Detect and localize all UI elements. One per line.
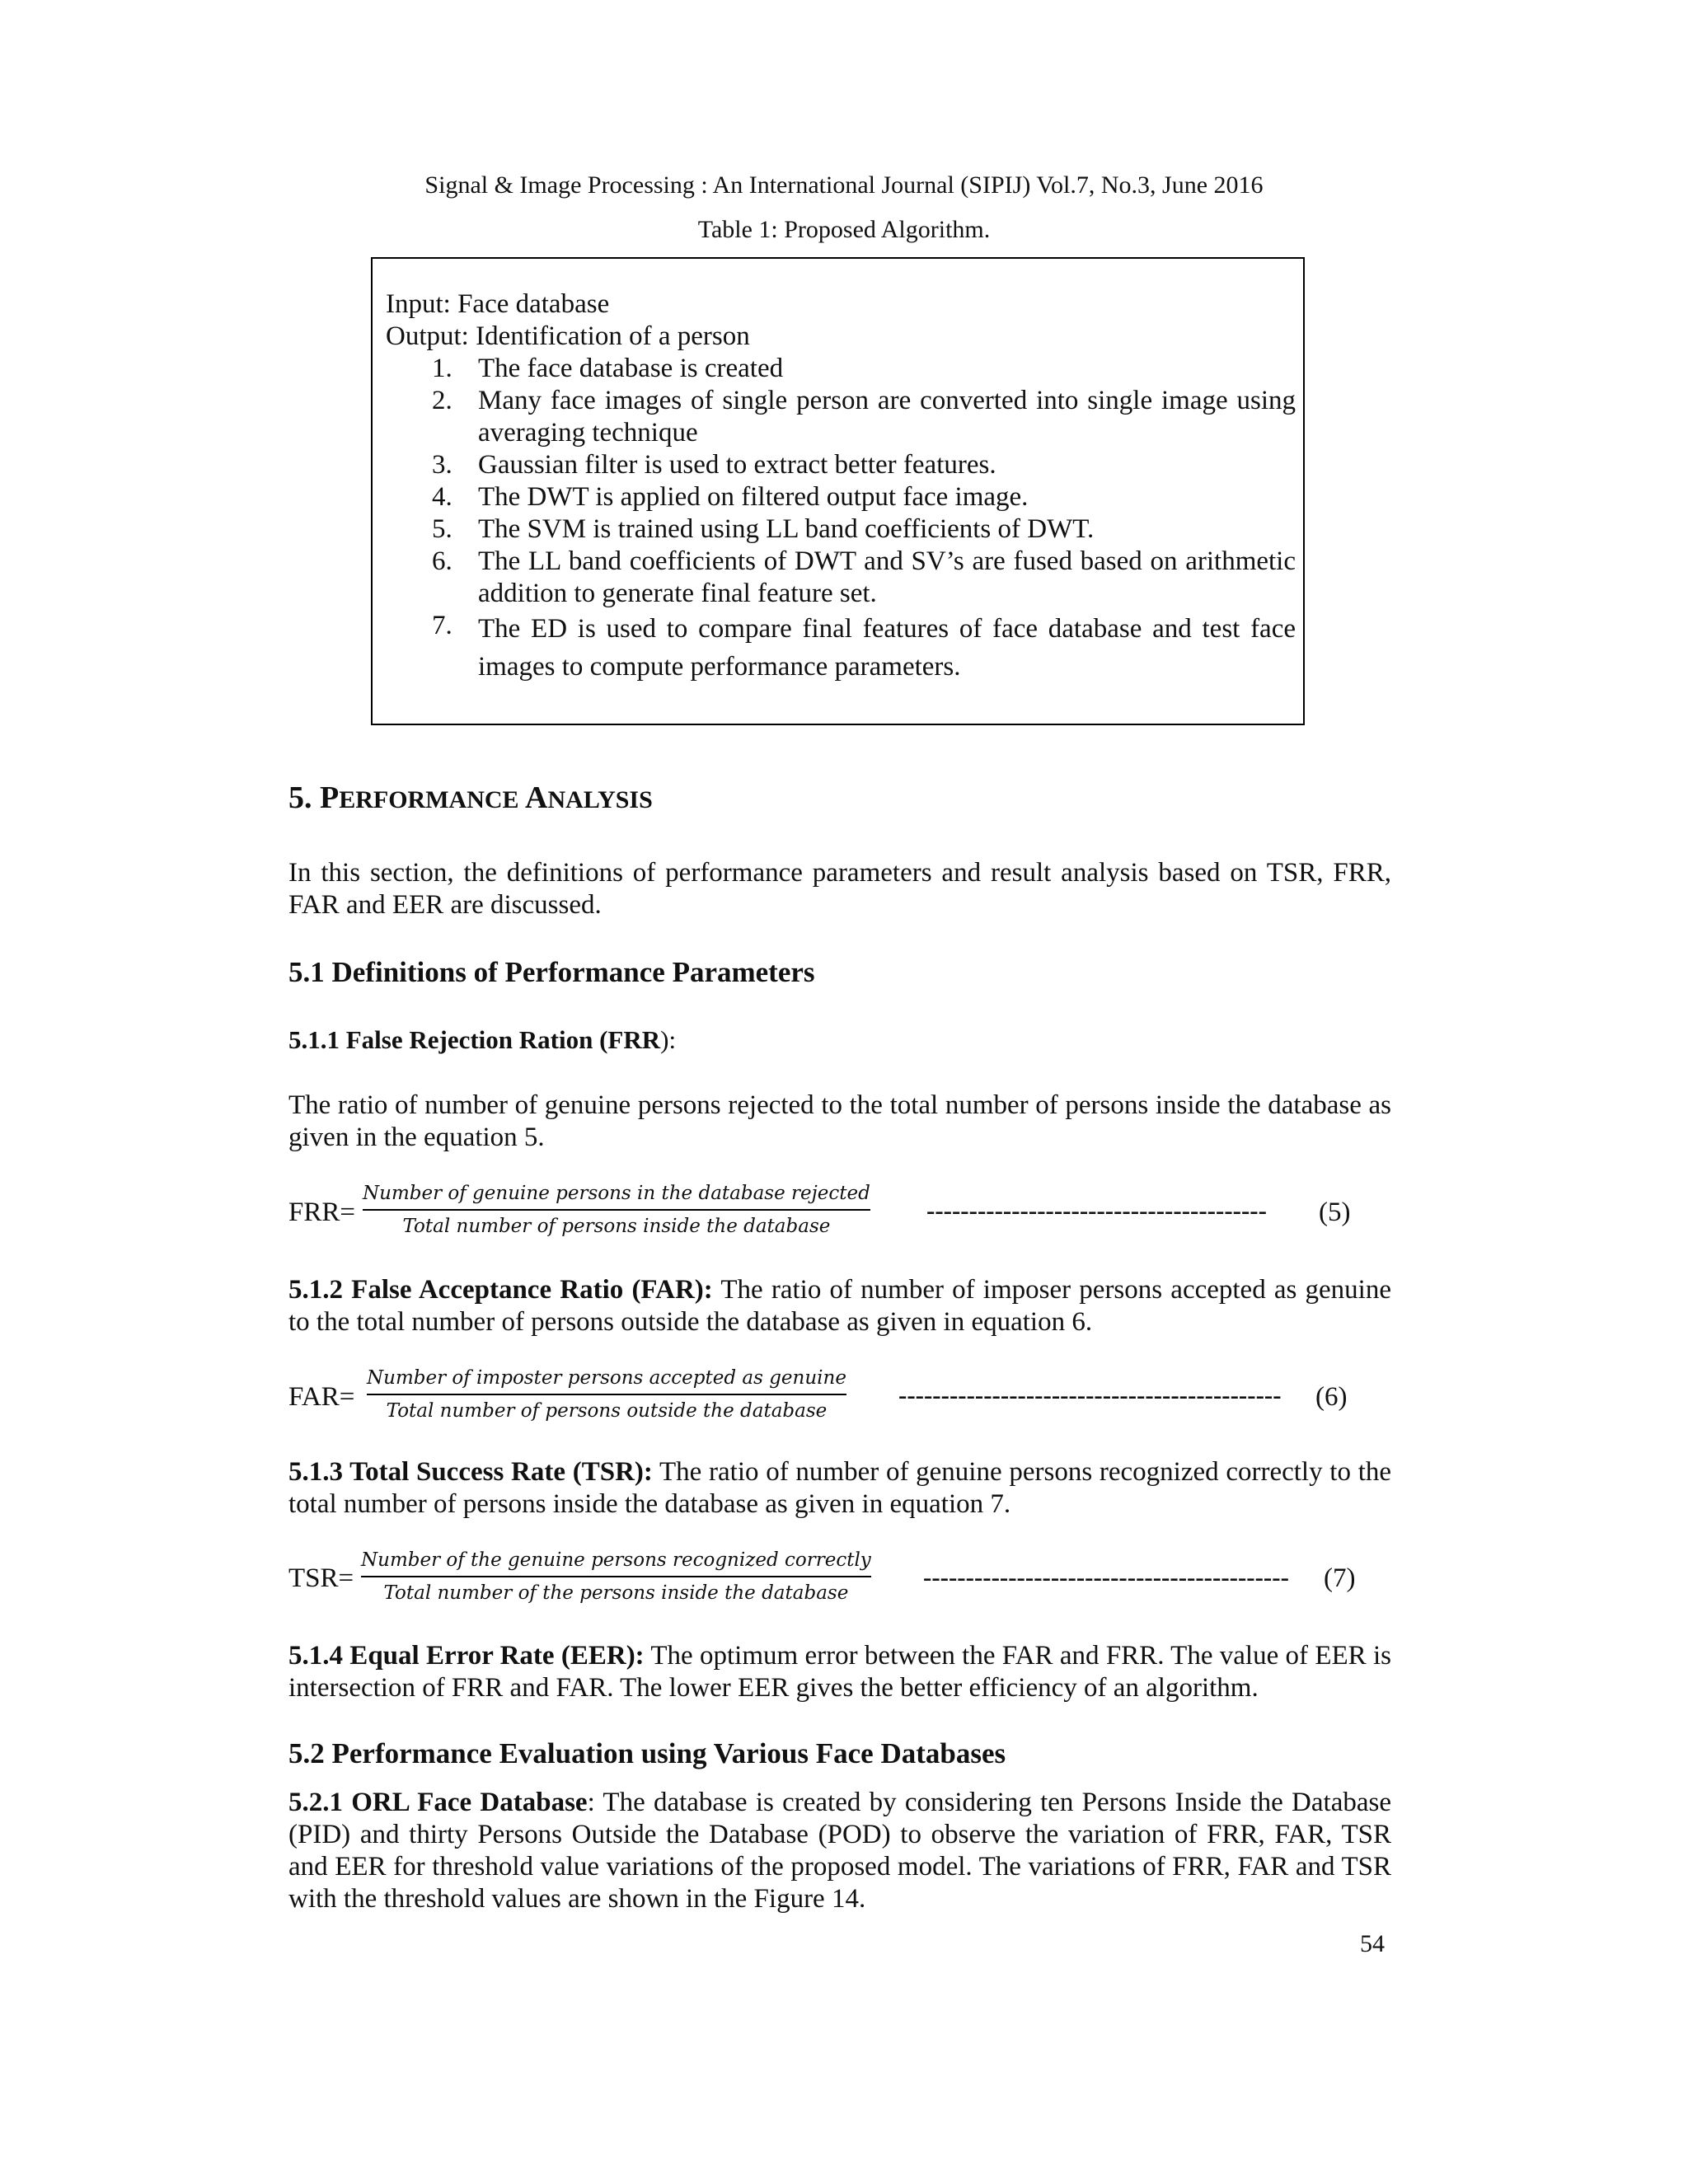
frr-heading-bold: 5.1.1 False Rejection Ration (FRR xyxy=(288,1025,661,1054)
eer-paragraph xyxy=(288,1640,1391,1704)
frr-dashes: ---------------------------------------- xyxy=(926,1196,1267,1225)
algorithm-step xyxy=(386,513,1296,546)
heading-cap: P xyxy=(320,780,340,815)
step-number: 7. xyxy=(432,611,452,640)
frr-numerator: Number of genuine persons in the database rejected xyxy=(363,1183,870,1204)
step-text: The LL band coefficients of DWT and SV’s are fused based on arithmetic addition to generate final feature set. xyxy=(478,546,1296,608)
table-caption: Table 1: Proposed Algorithm. xyxy=(697,216,991,243)
tsr-equation-number: (7) xyxy=(1324,1563,1356,1593)
tsr-dashes: ------------------------------------------- xyxy=(923,1563,1289,1591)
fraction-bar xyxy=(363,1209,870,1211)
far-heading: 5.1.2 False Acceptance Ratio (FAR): xyxy=(288,1275,713,1305)
algorithm-output: Output: Identification of a person xyxy=(386,321,750,351)
frr-heading xyxy=(288,1025,676,1055)
far-equation-number: (6) xyxy=(1315,1382,1348,1412)
algorithm-box xyxy=(371,257,1305,725)
step-number: 3. xyxy=(432,450,452,480)
section-intro: In this section, the definitions of performance parameters and result analysis based on TSR, FRR, FAR and EER are discussed. xyxy=(288,858,1391,920)
eer-heading: 5.1.4 Equal Error Rate (EER): xyxy=(288,1641,645,1671)
frr-denominator: Total number of persons inside the database xyxy=(402,1216,831,1237)
step-text: The ED is used to compare final features of face database and test face images to compute performance parameters. xyxy=(478,614,1296,682)
tsr-equation-label: TSR= xyxy=(288,1563,354,1593)
heading-smallcaps: ERFORMANCE xyxy=(339,786,526,813)
algorithm-step xyxy=(386,353,1296,385)
tsr-numerator: Number of the genuine persons recognized correctly xyxy=(361,1549,871,1571)
far-fraction xyxy=(367,1367,846,1422)
algorithm-step xyxy=(386,546,1296,610)
algorithm-step xyxy=(386,385,1296,449)
frr-equation-label: FRR= xyxy=(288,1197,355,1227)
heading-smallcaps: NALYSIS xyxy=(547,786,653,813)
section-number: 5. xyxy=(288,780,320,815)
tsr-heading xyxy=(288,1457,653,1487)
algorithm-steps xyxy=(386,353,1296,686)
fraction-bar xyxy=(367,1394,846,1395)
heading-cap: A xyxy=(525,780,548,815)
section-heading xyxy=(288,780,653,816)
algorithm-step xyxy=(386,449,1296,481)
tsr-heading-b: (TSR): xyxy=(572,1457,653,1487)
eer-definition: The optimum error between the FAR and FRR. The value of EER is intersection of FRR and FAR. The lower EER gives the better efficiency of an algorithm. xyxy=(288,1641,1391,1703)
subsection-heading: 5.1 Definitions of Performance Parameters xyxy=(288,956,815,988)
algorithm-step xyxy=(386,610,1296,686)
page-number: 54 xyxy=(1360,1930,1385,1957)
fraction-bar xyxy=(361,1576,871,1577)
algorithm-input: Input: Face database xyxy=(386,289,610,319)
far-definition: The ratio of number of imposer persons accepted as genuine to the total number of persons outside the database as given in equation 6. xyxy=(288,1275,1391,1337)
far-equation-label: FAR= xyxy=(288,1382,355,1412)
tsr-paragraph xyxy=(288,1456,1391,1521)
step-text: The face database is created xyxy=(478,354,784,383)
step-text: The SVM is trained using LL band coefficients of DWT. xyxy=(478,514,1095,544)
algorithm-step xyxy=(386,481,1296,513)
far-dashes: --------------------------------------------- xyxy=(898,1380,1282,1409)
orl-paragraph xyxy=(288,1787,1391,1915)
step-text: The DWT is applied on filtered output face image. xyxy=(478,482,1029,512)
frr-equation-number: (5) xyxy=(1319,1197,1351,1227)
tsr-definition: The ratio of number of genuine persons recognized correctly to the total number of persons inside the database as given in equation 7. xyxy=(288,1457,1392,1519)
step-number: 2. xyxy=(432,386,452,415)
algorithm-content xyxy=(386,288,1296,686)
far-numerator: Number of imposter persons accepted as genuine xyxy=(367,1367,846,1389)
step-text: Many face images of single person are converted into single image using averaging technique xyxy=(478,386,1296,448)
frr-heading-rest: ): xyxy=(660,1025,677,1054)
step-number: 6. xyxy=(432,546,452,576)
frr-definition: The ratio of number of genuine persons rejected to the total number of persons inside the database as given in the equation 5. xyxy=(288,1090,1391,1152)
tsr-denominator: Total number of the persons inside the database xyxy=(383,1582,849,1604)
running-head: Signal & Image Processing : An International Journal (SIPIJ) Vol.7, No.3, June 2016 xyxy=(424,171,1264,199)
orl-heading: 5.2.1 ORL Face Database xyxy=(288,1788,588,1817)
tsr-fraction xyxy=(361,1549,871,1604)
far-paragraph xyxy=(288,1274,1391,1338)
orl-text: : The database is created by considering ten Persons Inside the Database (PID) and thirty Persons Outside the Database (POD) to observe the variation of FRR, FAR, TSR and EER for threshold value variations of the proposed model. The variations of FRR, FAR and TSR with the threshold values are shown in the Figure 14. xyxy=(288,1788,1391,1914)
step-number: 4. xyxy=(432,482,452,512)
tsr-heading-a: 5.1.3 Total Success Rate xyxy=(288,1457,573,1487)
frr-fraction xyxy=(363,1183,870,1237)
far-denominator: Total number of persons outside the database xyxy=(386,1400,828,1422)
step-text: Gaussian filter is used to extract better features. xyxy=(478,450,996,480)
step-number: 5. xyxy=(432,514,452,544)
subsection-heading: 5.2 Performance Evaluation using Various Face Databases xyxy=(288,1737,1006,1769)
step-number: 1. xyxy=(432,354,452,383)
